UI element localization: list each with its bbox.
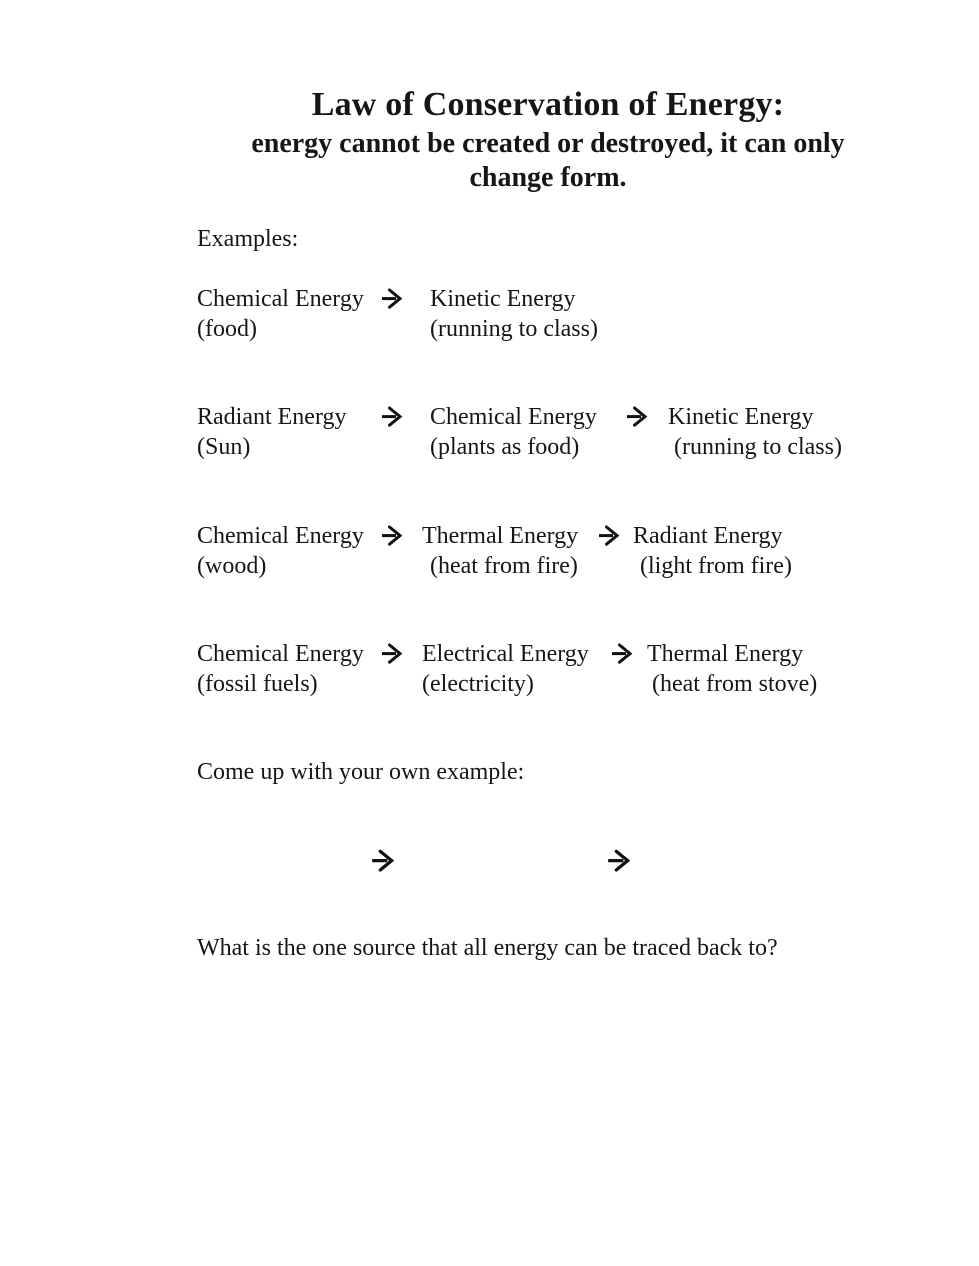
right-arrow-icon — [597, 523, 621, 547]
energy-type: Electrical Energy — [422, 641, 589, 667]
examples-heading: Examples: — [197, 226, 299, 252]
right-arrow-icon — [380, 404, 404, 428]
energy-stage — [197, 639, 364, 699]
energy-type: Chemical Energy — [197, 523, 364, 549]
energy-stage — [197, 402, 347, 462]
right-arrow-icon — [380, 523, 404, 547]
energy-type: Radiant Energy — [633, 523, 783, 549]
example-row — [197, 402, 937, 464]
final-question: What is the one source that all energy can be traced back to? — [197, 935, 778, 961]
energy-source: (heat from fire) — [430, 553, 578, 579]
energy-source: (light from fire) — [640, 553, 792, 579]
energy-type: Chemical Energy — [197, 641, 364, 667]
energy-stage — [430, 284, 598, 344]
right-arrow-icon — [370, 847, 396, 873]
energy-stage — [668, 402, 842, 462]
right-arrow-icon — [380, 286, 404, 310]
energy-source: (running to class) — [674, 434, 842, 460]
energy-source: (heat from stove) — [652, 671, 818, 697]
energy-type: Chemical Energy — [197, 286, 364, 312]
energy-type: Thermal Energy — [647, 641, 804, 667]
right-arrow-icon — [610, 641, 634, 665]
energy-type: Kinetic Energy — [668, 404, 814, 430]
energy-source: (wood) — [197, 553, 267, 579]
energy-stage — [633, 521, 792, 581]
energy-type: Chemical Energy — [430, 404, 597, 430]
own-example-prompt: Come up with your own example: — [197, 759, 525, 785]
energy-stage — [422, 521, 578, 581]
blank-example-row — [0, 847, 979, 875]
energy-source: (fossil fuels) — [197, 671, 318, 697]
energy-stage — [197, 521, 364, 581]
energy-type: Kinetic Energy — [430, 286, 576, 312]
right-arrow-icon — [380, 641, 404, 665]
title-block — [197, 84, 899, 195]
right-arrow-icon — [606, 847, 632, 873]
example-row — [197, 284, 937, 346]
energy-source: (food) — [197, 316, 257, 342]
energy-stage — [422, 639, 589, 699]
energy-type: Thermal Energy — [422, 523, 579, 549]
right-arrow-icon — [625, 404, 649, 428]
page-subtitle-line2: change form. — [469, 162, 627, 193]
energy-source: (plants as food) — [430, 434, 580, 460]
energy-stage — [430, 402, 597, 462]
page-title: Law of Conservation of Energy: — [311, 86, 785, 123]
energy-stage — [197, 284, 364, 344]
energy-source: (running to class) — [430, 316, 598, 342]
energy-source: (electricity) — [422, 671, 534, 697]
energy-source: (Sun) — [197, 434, 251, 460]
example-row — [197, 639, 937, 701]
example-row — [197, 521, 937, 583]
page-subtitle-line1: energy cannot be created or destroyed, it can only — [251, 128, 845, 159]
energy-stage — [647, 639, 817, 699]
energy-type: Radiant Energy — [197, 404, 347, 430]
page-subtitle — [203, 127, 893, 195]
